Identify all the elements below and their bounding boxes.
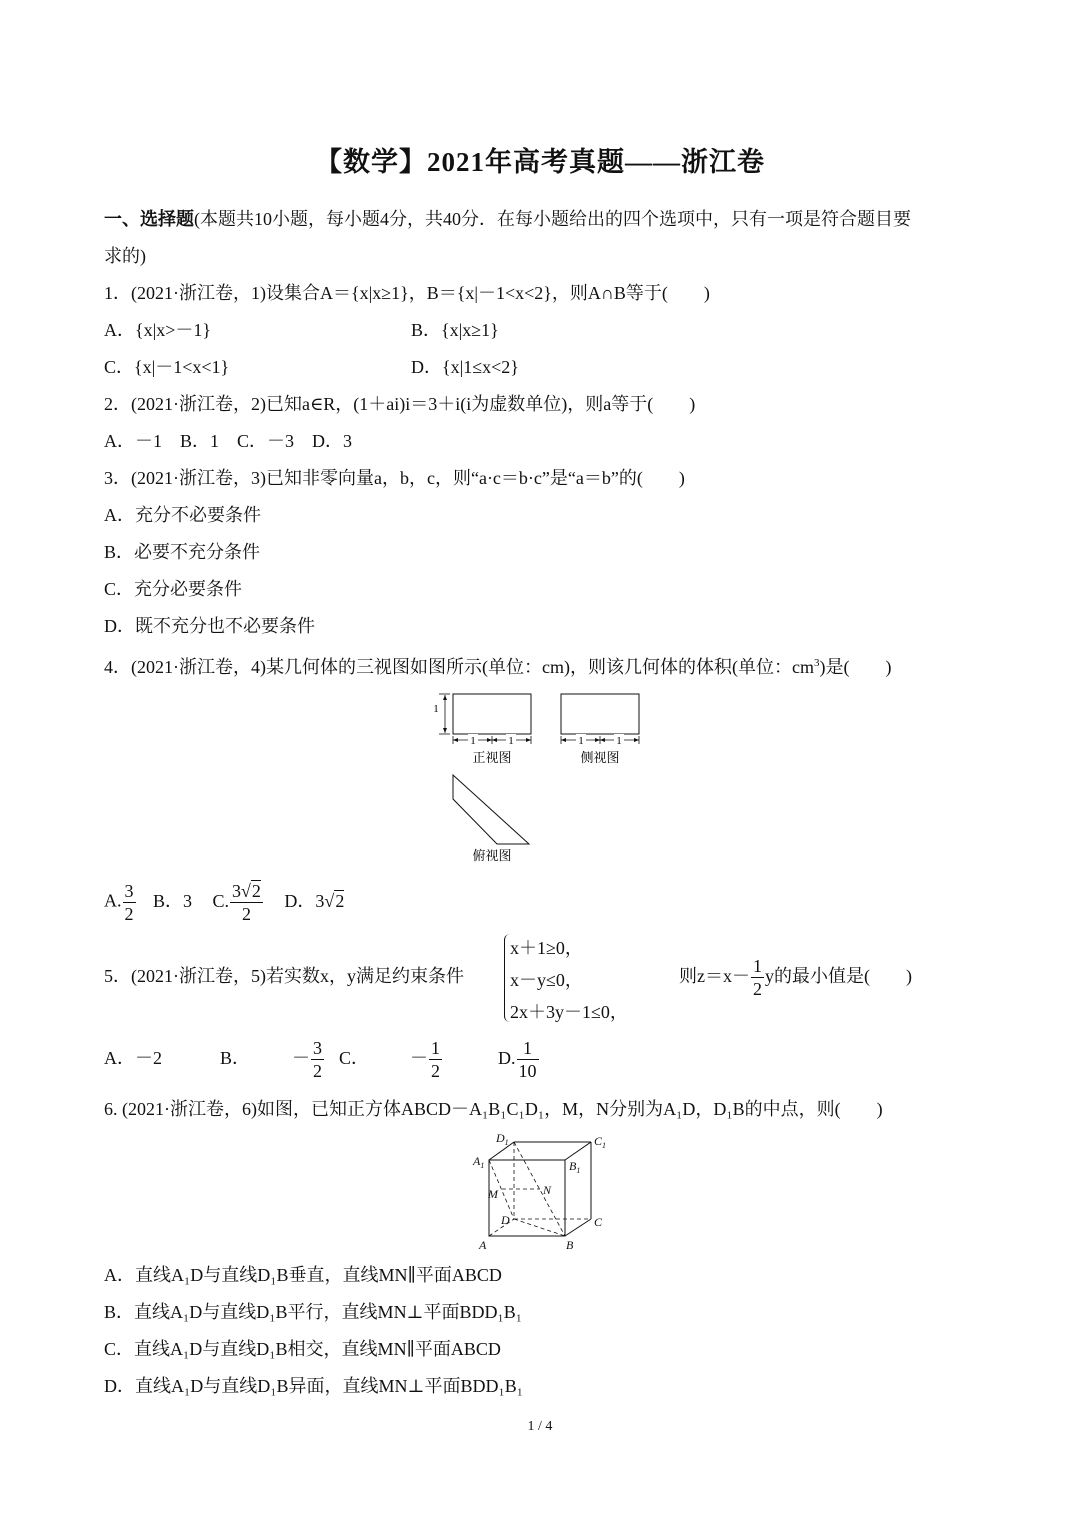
q4-option-a-fraction: $\frac{3}{2}$ xyxy=(124,881,134,924)
q3-option-d: D．既不充分也不必要条件 xyxy=(104,616,315,636)
label-a: A xyxy=(479,1238,487,1252)
top-view-label: 俯视图 xyxy=(472,848,512,863)
label-b1: $B_1$ xyxy=(569,1159,581,1175)
q5-option-b-label: B． xyxy=(220,1048,251,1068)
q3-option-a: A．充分不必要条件 xyxy=(104,505,261,525)
q5-objective-suffix: y的最小值是( ) xyxy=(765,966,912,986)
dim-label-side-1: 1 xyxy=(578,735,584,747)
q6-option-b: B．直线A₁D与直线D₁B平行，直线MN⊥平面BDD₁B₁ xyxy=(104,1302,523,1322)
section-heading: 一、选择题 xyxy=(104,209,194,229)
q1-option-d: D．{x|1≤x<2} xyxy=(411,357,519,377)
q3-option-b: B．必要不充分条件 xyxy=(104,542,261,562)
page-title: 【数学】2021年高考真题——浙江卷 xyxy=(315,147,765,177)
label-c1: $C_1$ xyxy=(594,1134,607,1150)
q1-stem: 1．(2021·浙江卷，1)设集合A＝{x|x≥1}，B＝{x|－1<x<2}，则A∩B等于( ) xyxy=(104,283,710,303)
q5-constraint-1: x＋1≥0， xyxy=(510,938,583,958)
q4-option-c-label: C. xyxy=(212,890,230,911)
q5-objective xyxy=(679,954,912,998)
q2-stem: 2．(2021·浙江卷，2)已知a∈R，(1＋ai)i＝3＋i(i为虚数单位)，则a等于( ) xyxy=(104,394,696,414)
q1-option-c: C．{x|－1<x<1} xyxy=(104,357,230,377)
q5-constraint-3: 2x＋3y－1≤0， xyxy=(510,1002,628,1022)
label-b: B xyxy=(566,1238,574,1252)
dim-label-side-2: 1 xyxy=(616,735,622,747)
dim-label-front-height: 1 xyxy=(433,703,439,715)
q6-option-a: A．直线A₁D与直线D₁B垂直，直线MN∥平面ABCD xyxy=(104,1265,502,1285)
q5-stem: 5．(2021·浙江卷，5)若实数x，y满足约束条件 xyxy=(104,966,464,986)
q6-stem: 6. (2021·浙江卷，6)如图，已知正方体ABCD－A₁B₁C₁D₁，M，N分别为A₁D，D₁B的中点，则( ) xyxy=(104,1099,883,1119)
label-d1: $D_1$ xyxy=(496,1131,509,1147)
q1-option-a: A．{x|x>－1} xyxy=(104,320,212,340)
dim-label-front-1: 1 xyxy=(470,735,476,747)
q4-stem xyxy=(104,651,891,679)
q6-option-d: D．直线A₁D与直线D₁B异面，直线MN⊥平面BDD₁B₁ xyxy=(104,1376,524,1396)
top-view-shape xyxy=(453,775,529,844)
cube-figure xyxy=(468,1126,618,1254)
dim-label-front-2: 1 xyxy=(508,735,514,747)
q3-stem: 3．(2021·浙江卷，3)已知非零向量a，b，c，则“a·c＝b·c”是“a＝b”的( ) xyxy=(104,468,685,488)
section-intro-line1: (本题共10小题，每小题4分，共40分．在每小题给出的四个选项中，只有一项是符合题目要 xyxy=(194,209,911,229)
three-view-figure xyxy=(430,686,660,866)
page-number: 1 / 4 xyxy=(527,1419,553,1434)
q4-options xyxy=(104,882,344,923)
q1-option-b: B．{x|x≥1} xyxy=(411,320,499,340)
q3-option-c: C．充分必要条件 xyxy=(104,579,243,599)
q4-option-b: B．3 xyxy=(153,890,193,911)
label-c: C xyxy=(594,1215,603,1229)
section-intro-line2: 求的) xyxy=(104,246,146,266)
q5-option-b-value: － $\frac{3}{2}$ xyxy=(292,1038,322,1082)
q5-option-c-label: C． xyxy=(339,1048,370,1068)
front-view-rect xyxy=(453,694,531,734)
q5-constraint-2: x－y≤0， xyxy=(510,970,583,990)
label-n: N xyxy=(543,1183,552,1197)
label-d: D xyxy=(501,1213,510,1227)
label-a1: $A_1$ xyxy=(473,1154,485,1170)
q5-option-c-value: － $\frac{1}{2}$ xyxy=(410,1038,440,1082)
front-view-label: 正视图 xyxy=(472,750,512,765)
label-m: M xyxy=(488,1187,498,1201)
section-intro xyxy=(104,207,911,231)
q5-objective-fraction: $\frac{1}{2}$ xyxy=(753,956,762,1000)
q4-stem-part1: 4．(2021·浙江卷，4)某几何体的三视图如图所示(单位：cm)，则该几何体的体积(单位：cm xyxy=(104,657,814,677)
q5-option-a: A．－2 xyxy=(104,1048,162,1068)
side-view-rect xyxy=(561,694,639,734)
q4-option-c-fraction: $\frac{3√2}{2}$ xyxy=(232,881,261,924)
side-view-label: 侧视图 xyxy=(580,750,620,765)
q2-options: A．－1 B．1 C．－3 D．3 xyxy=(104,431,353,451)
q4-option-d: D．3√2 xyxy=(284,890,345,911)
q5-option-d: D. $\frac{1}{10}$ xyxy=(498,1038,537,1082)
q5-objective-prefix: 则z＝x－ xyxy=(679,966,750,986)
q4-option-a-label: A. xyxy=(104,890,122,911)
q4-stem-part2: )是( ) xyxy=(819,657,892,677)
q4-stem-sup: 3 xyxy=(813,657,820,669)
q6-option-c: C．直线A₁D与直线D₁B相交，直线MN∥平面ABCD xyxy=(104,1339,501,1359)
